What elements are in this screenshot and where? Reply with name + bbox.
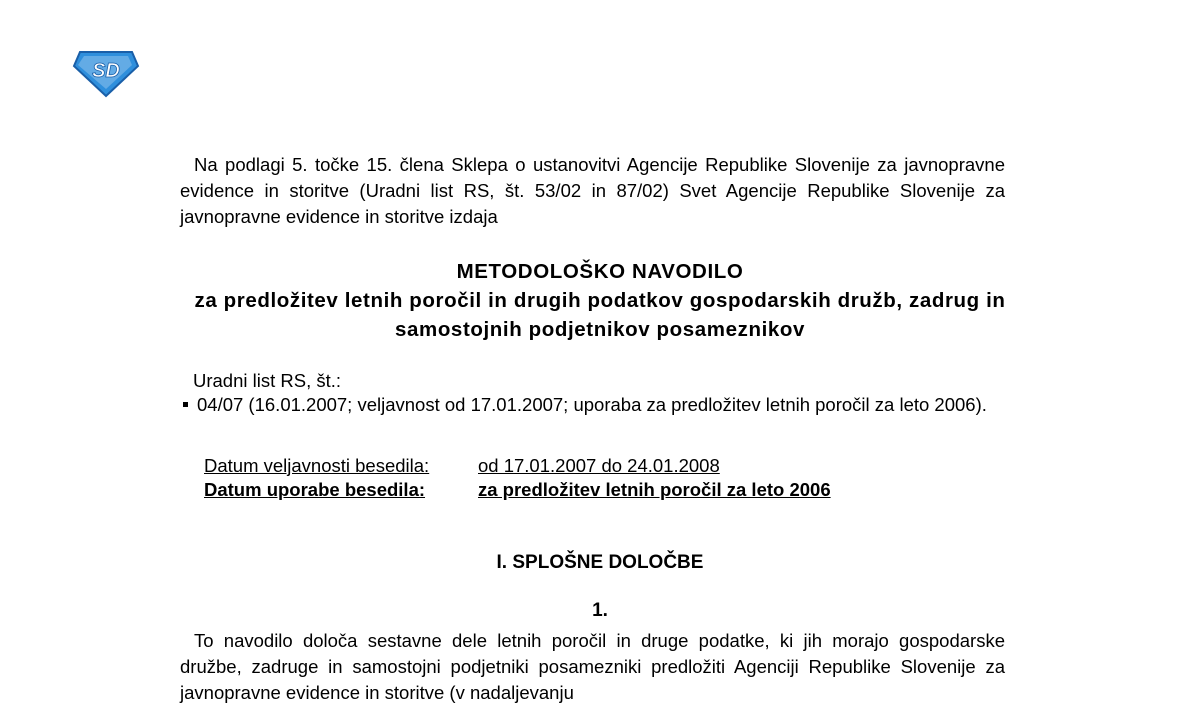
bullet-icon — [183, 402, 188, 407]
article-number: 1. — [592, 600, 608, 621]
gazette-list-item — [180, 393, 1005, 417]
intro-text: Na podlagi 5. točke 15. člena Sklepa o ustanovitvi Agencije Republike Slovenije za javnopravne evidence in storitve (Uradni list RS, št. 53/02 in 87/02) Svet Agencije Republike Slovenije za javnopravne evidence in storitve izdaja — [180, 154, 1005, 227]
document-subtitle: za predložitev letnih poročil in drugih podatkov gospodarskih družb, zadrug in samostojnih podjetnikov posameznikov — [194, 289, 1006, 341]
validity-date-value: od 17.01.2007 do 24.01.2008 — [478, 455, 720, 476]
article-text: To navodilo določa sestavne dele letnih poročil in druge podatke, ki jih morajo gospodarske družbe, zadruge in samostojni podjetniki posamezniki predložiti Agenciji Republike Slovenije za javnopravne evidence in storitve (v nadaljevanju — [180, 630, 1005, 703]
validity-date-label: Datum veljavnosti besedila: — [204, 455, 430, 476]
usage-date-value: za predložitev letnih poročil za leto 2006 — [478, 479, 831, 500]
agency-logo — [72, 46, 140, 98]
document-title: METODOLOŠKO NAVODILO — [456, 260, 744, 283]
logo-emblem-icon — [72, 46, 140, 98]
gazette-item-text: 04/07 (16.01.2007; veljavnost od 17.01.2007; uporaba za predložitev letnih poročil za leto 2006). — [197, 394, 987, 415]
gazette-label: Uradni list RS, št.: — [193, 370, 342, 391]
article-paragraph — [180, 628, 1005, 706]
intro-paragraph — [180, 152, 1005, 230]
section-heading: I. SPLOŠNE DOLOČBE — [496, 552, 704, 573]
logo-lettering: SD — [92, 60, 120, 82]
usage-date-label: Datum uporabe besedila: — [204, 479, 426, 500]
